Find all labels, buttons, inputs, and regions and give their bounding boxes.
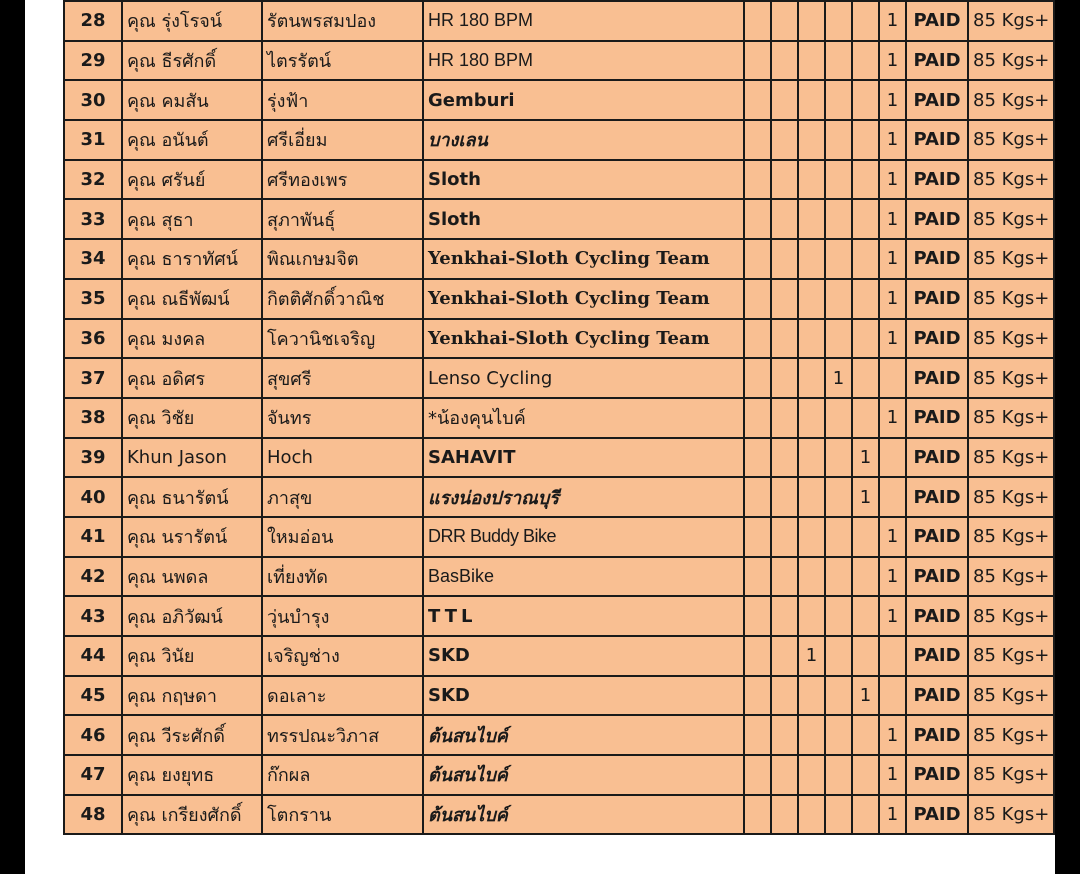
rider-first-name: คุณ นพดล <box>122 557 262 597</box>
rider-first-name: คุณ ธนารัตน์ <box>122 477 262 517</box>
rider-first-name: คุณ อภิวัฒน์ <box>122 596 262 636</box>
category-mark-cell <box>798 755 825 795</box>
category-mark-cell <box>825 41 852 81</box>
table-body <box>64 1 1054 834</box>
category-mark-cell <box>771 80 798 120</box>
category-mark-cell <box>798 358 825 398</box>
category-mark-cell <box>771 557 798 597</box>
table-row <box>64 517 1054 557</box>
weight-class: 85 Kgs+ <box>968 715 1054 755</box>
rider-number: 37 <box>64 358 122 398</box>
category-mark-cell: 1 <box>879 80 906 120</box>
category-mark-cell <box>771 517 798 557</box>
category-mark-cell: 1 <box>879 319 906 359</box>
team-name: Gemburi <box>423 80 744 120</box>
category-mark-cell: 1 <box>879 755 906 795</box>
category-mark-cell <box>771 41 798 81</box>
payment-status: PAID <box>906 596 968 636</box>
rider-last-name: ดอเลาะ <box>262 676 423 716</box>
rider-last-name: พิณเกษมจิต <box>262 239 423 279</box>
table-row <box>64 596 1054 636</box>
rider-first-name: คุณ มงคล <box>122 319 262 359</box>
category-mark-cell <box>825 1 852 41</box>
weight-class: 85 Kgs+ <box>968 358 1054 398</box>
table-row <box>64 120 1054 160</box>
payment-status: PAID <box>906 80 968 120</box>
category-mark-cell <box>744 319 771 359</box>
category-mark-cell <box>852 160 879 200</box>
category-mark-cell <box>852 398 879 438</box>
category-mark-cell <box>852 755 879 795</box>
table-row <box>64 477 1054 517</box>
weight-class: 85 Kgs+ <box>968 517 1054 557</box>
category-mark-cell <box>744 120 771 160</box>
category-mark-cell <box>771 795 798 835</box>
category-mark-cell <box>771 676 798 716</box>
category-mark-cell <box>771 239 798 279</box>
category-mark-cell <box>771 160 798 200</box>
team-name: ต้นสนไบค์ <box>423 715 744 755</box>
payment-status: PAID <box>906 477 968 517</box>
table-row <box>64 41 1054 81</box>
rider-number: 40 <box>64 477 122 517</box>
weight-class: 85 Kgs+ <box>968 636 1054 676</box>
weight-class: 85 Kgs+ <box>968 755 1054 795</box>
rider-number: 28 <box>64 1 122 41</box>
team-name: HR 180 BPM <box>423 1 744 41</box>
category-mark-cell: 1 <box>825 358 852 398</box>
team-name: DRR Buddy Bike <box>423 517 744 557</box>
category-mark-cell <box>771 477 798 517</box>
team-name: *น้องคุนไบค์ <box>423 398 744 438</box>
rider-last-name: ก๊กผล <box>262 755 423 795</box>
category-mark-cell <box>771 279 798 319</box>
category-mark-cell: 1 <box>879 557 906 597</box>
weight-class: 85 Kgs+ <box>968 795 1054 835</box>
team-name: บางเลน <box>423 120 744 160</box>
rider-last-name: ศรีเอี่ยม <box>262 120 423 160</box>
category-mark-cell <box>798 160 825 200</box>
rider-last-name: ไตรรัตน์ <box>262 41 423 81</box>
category-mark-cell <box>771 596 798 636</box>
category-mark-cell <box>771 755 798 795</box>
rider-number: 44 <box>64 636 122 676</box>
payment-status: PAID <box>906 41 968 81</box>
rider-last-name: จันทร <box>262 398 423 438</box>
category-mark-cell: 1 <box>852 477 879 517</box>
category-mark-cell <box>798 1 825 41</box>
category-mark-cell <box>744 358 771 398</box>
category-mark-cell <box>744 636 771 676</box>
table-row <box>64 279 1054 319</box>
document-page <box>25 0 1055 874</box>
category-mark-cell <box>879 477 906 517</box>
category-mark-cell <box>852 715 879 755</box>
rider-first-name: คุณ ณธีพัฒน์ <box>122 279 262 319</box>
category-mark-cell <box>825 279 852 319</box>
rider-number: 34 <box>64 239 122 279</box>
category-mark-cell <box>825 477 852 517</box>
team-name: BasBike <box>423 557 744 597</box>
rider-number: 41 <box>64 517 122 557</box>
rider-number: 46 <box>64 715 122 755</box>
category-mark-cell <box>744 160 771 200</box>
category-mark-cell: 1 <box>879 715 906 755</box>
category-mark-cell <box>852 1 879 41</box>
category-mark-cell: 1 <box>879 239 906 279</box>
category-mark-cell: 1 <box>879 398 906 438</box>
category-mark-cell <box>771 1 798 41</box>
category-mark-cell <box>852 358 879 398</box>
rider-first-name: คุณ กฤษดา <box>122 676 262 716</box>
category-mark-cell <box>798 795 825 835</box>
weight-class: 85 Kgs+ <box>968 160 1054 200</box>
team-name: ต้นสนไบค์ <box>423 755 744 795</box>
rider-last-name: เที่ยงทัด <box>262 557 423 597</box>
weight-class: 85 Kgs+ <box>968 41 1054 81</box>
category-mark-cell <box>744 279 771 319</box>
rider-first-name: คุณ เกรียงศักดิ์ <box>122 795 262 835</box>
category-mark-cell <box>825 557 852 597</box>
rider-first-name: คุณ อดิศร <box>122 358 262 398</box>
rider-number: 30 <box>64 80 122 120</box>
category-mark-cell: 1 <box>879 199 906 239</box>
rider-last-name: รุ่งฟ้า <box>262 80 423 120</box>
rider-number: 35 <box>64 279 122 319</box>
category-mark-cell <box>798 557 825 597</box>
category-mark-cell <box>798 199 825 239</box>
category-mark-cell: 1 <box>879 41 906 81</box>
rider-first-name: Khun Jason <box>122 438 262 478</box>
category-mark-cell <box>771 199 798 239</box>
rider-last-name: วุ่นบำรุง <box>262 596 423 636</box>
category-mark-cell: 1 <box>879 596 906 636</box>
category-mark-cell <box>852 80 879 120</box>
team-name: แรงน่องปราณบุรี <box>423 477 744 517</box>
category-mark-cell <box>825 160 852 200</box>
category-mark-cell <box>879 358 906 398</box>
category-mark-cell <box>798 517 825 557</box>
category-mark-cell <box>825 755 852 795</box>
category-mark-cell <box>852 120 879 160</box>
team-name: Yenkhai-Sloth Cycling Team <box>423 239 744 279</box>
category-mark-cell <box>744 477 771 517</box>
category-mark-cell <box>771 398 798 438</box>
weight-class: 85 Kgs+ <box>968 120 1054 160</box>
rider-last-name: ศรีทองเพร <box>262 160 423 200</box>
rider-first-name: คุณ คมสัน <box>122 80 262 120</box>
category-mark-cell <box>744 795 771 835</box>
table-row <box>64 80 1054 120</box>
category-mark-cell <box>852 636 879 676</box>
table-row <box>64 676 1054 716</box>
category-mark-cell <box>825 517 852 557</box>
rider-last-name: โควานิชเจริญ <box>262 319 423 359</box>
category-mark-cell <box>744 676 771 716</box>
category-mark-cell: 1 <box>879 795 906 835</box>
payment-status: PAID <box>906 319 968 359</box>
category-mark-cell <box>744 596 771 636</box>
rider-number: 29 <box>64 41 122 81</box>
payment-status: PAID <box>906 438 968 478</box>
payment-status: PAID <box>906 199 968 239</box>
category-mark-cell <box>852 199 879 239</box>
category-mark-cell <box>798 80 825 120</box>
category-mark-cell <box>798 715 825 755</box>
rider-last-name: ทรรปณะวิภาส <box>262 715 423 755</box>
category-mark-cell <box>744 199 771 239</box>
category-mark-cell: 1 <box>852 676 879 716</box>
weight-class: 85 Kgs+ <box>968 1 1054 41</box>
category-mark-cell <box>825 676 852 716</box>
category-mark-cell <box>825 715 852 755</box>
rider-last-name: โตกราน <box>262 795 423 835</box>
payment-status: PAID <box>906 676 968 716</box>
team-name: TTL <box>423 596 744 636</box>
rider-first-name: คุณ นรารัตน์ <box>122 517 262 557</box>
payment-status: PAID <box>906 279 968 319</box>
category-mark-cell <box>825 80 852 120</box>
rider-last-name: เจริญช่าง <box>262 636 423 676</box>
rider-number: 42 <box>64 557 122 597</box>
rider-number: 32 <box>64 160 122 200</box>
rider-last-name: ใหมอ่อน <box>262 517 423 557</box>
table-row <box>64 319 1054 359</box>
rider-last-name: Hoch <box>262 438 423 478</box>
category-mark-cell: 1 <box>879 279 906 319</box>
category-mark-cell <box>771 438 798 478</box>
category-mark-cell <box>744 755 771 795</box>
team-name: Yenkhai-Sloth Cycling Team <box>423 319 744 359</box>
category-mark-cell <box>879 676 906 716</box>
rider-first-name: คุณ สุธา <box>122 199 262 239</box>
rider-last-name: กิตติศักดิ์วาณิช <box>262 279 423 319</box>
rider-first-name: คุณ วีระศักดิ์ <box>122 715 262 755</box>
category-mark-cell <box>825 596 852 636</box>
category-mark-cell <box>744 715 771 755</box>
category-mark-cell <box>852 279 879 319</box>
team-name: ต้นสนไบค์ <box>423 795 744 835</box>
category-mark-cell <box>744 239 771 279</box>
weight-class: 85 Kgs+ <box>968 398 1054 438</box>
category-mark-cell <box>744 398 771 438</box>
category-mark-cell <box>825 319 852 359</box>
category-mark-cell <box>798 279 825 319</box>
category-mark-cell <box>852 41 879 81</box>
rider-number: 31 <box>64 120 122 160</box>
team-name: SKD <box>423 676 744 716</box>
category-mark-cell <box>825 199 852 239</box>
table-row <box>64 557 1054 597</box>
table-row <box>64 398 1054 438</box>
rider-last-name: สุขศรี <box>262 358 423 398</box>
category-mark-cell <box>825 239 852 279</box>
category-mark-cell <box>798 676 825 716</box>
table-row <box>64 438 1054 478</box>
team-name: Lenso Cycling <box>423 358 744 398</box>
category-mark-cell <box>771 636 798 676</box>
rider-first-name: คุณ อนันต์ <box>122 120 262 160</box>
table-row <box>64 755 1054 795</box>
category-mark-cell <box>798 41 825 81</box>
rider-first-name: คุณ ธีรศักดิ์ <box>122 41 262 81</box>
category-mark-cell <box>798 438 825 478</box>
category-mark-cell <box>825 438 852 478</box>
weight-class: 85 Kgs+ <box>968 80 1054 120</box>
category-mark-cell <box>852 557 879 597</box>
rider-first-name: คุณ รุ่งโรจน์ <box>122 1 262 41</box>
category-mark-cell <box>744 517 771 557</box>
category-mark-cell <box>825 398 852 438</box>
registration-table <box>63 0 1055 835</box>
payment-status: PAID <box>906 795 968 835</box>
weight-class: 85 Kgs+ <box>968 557 1054 597</box>
category-mark-cell <box>798 319 825 359</box>
rider-number: 43 <box>64 596 122 636</box>
payment-status: PAID <box>906 517 968 557</box>
rider-first-name: คุณ วิชัย <box>122 398 262 438</box>
table-row <box>64 636 1054 676</box>
rider-number: 47 <box>64 755 122 795</box>
rider-number: 38 <box>64 398 122 438</box>
table-row <box>64 160 1054 200</box>
rider-number: 33 <box>64 199 122 239</box>
category-mark-cell: 1 <box>879 517 906 557</box>
category-mark-cell <box>744 41 771 81</box>
payment-status: PAID <box>906 557 968 597</box>
category-mark-cell <box>852 319 879 359</box>
category-mark-cell: 1 <box>879 1 906 41</box>
rider-number: 48 <box>64 795 122 835</box>
category-mark-cell <box>798 239 825 279</box>
rider-first-name: คุณ วินัย <box>122 636 262 676</box>
payment-status: PAID <box>906 358 968 398</box>
table-row <box>64 795 1054 835</box>
weight-class: 85 Kgs+ <box>968 477 1054 517</box>
payment-status: PAID <box>906 398 968 438</box>
rider-number: 39 <box>64 438 122 478</box>
team-name: Yenkhai-Sloth Cycling Team <box>423 279 744 319</box>
weight-class: 85 Kgs+ <box>968 676 1054 716</box>
weight-class: 85 Kgs+ <box>968 319 1054 359</box>
team-name: SKD <box>423 636 744 676</box>
weight-class: 85 Kgs+ <box>968 438 1054 478</box>
category-mark-cell <box>825 795 852 835</box>
rider-first-name: คุณ ศรันย์ <box>122 160 262 200</box>
team-name: Sloth <box>423 160 744 200</box>
table-row <box>64 199 1054 239</box>
rider-last-name: สุภาพันธุ์ <box>262 199 423 239</box>
category-mark-cell <box>825 120 852 160</box>
weight-class: 85 Kgs+ <box>968 279 1054 319</box>
weight-class: 85 Kgs+ <box>968 239 1054 279</box>
payment-status: PAID <box>906 239 968 279</box>
rider-number: 45 <box>64 676 122 716</box>
category-mark-cell <box>852 239 879 279</box>
weight-class: 85 Kgs+ <box>968 596 1054 636</box>
category-mark-cell <box>798 596 825 636</box>
payment-status: PAID <box>906 755 968 795</box>
table-row <box>64 239 1054 279</box>
category-mark-cell <box>852 596 879 636</box>
table-row <box>64 358 1054 398</box>
category-mark-cell <box>771 120 798 160</box>
category-mark-cell <box>744 80 771 120</box>
rider-first-name: คุณ ธาราทัศน์ <box>122 239 262 279</box>
rider-first-name: คุณ ยงยุทธ <box>122 755 262 795</box>
category-mark-cell <box>744 1 771 41</box>
category-mark-cell: 1 <box>879 120 906 160</box>
payment-status: PAID <box>906 715 968 755</box>
category-mark-cell: 1 <box>879 160 906 200</box>
category-mark-cell <box>798 398 825 438</box>
category-mark-cell <box>771 319 798 359</box>
category-mark-cell <box>852 795 879 835</box>
category-mark-cell <box>825 636 852 676</box>
payment-status: PAID <box>906 120 968 160</box>
category-mark-cell <box>771 715 798 755</box>
category-mark-cell: 1 <box>798 636 825 676</box>
team-name: SAHAVIT <box>423 438 744 478</box>
rider-last-name: รัตนพรสมปอง <box>262 1 423 41</box>
category-mark-cell <box>798 120 825 160</box>
category-mark-cell <box>771 358 798 398</box>
category-mark-cell <box>744 438 771 478</box>
category-mark-cell <box>879 636 906 676</box>
rider-last-name: ภาสุข <box>262 477 423 517</box>
payment-status: PAID <box>906 636 968 676</box>
payment-status: PAID <box>906 160 968 200</box>
category-mark-cell: 1 <box>852 438 879 478</box>
payment-status: PAID <box>906 1 968 41</box>
team-name: HR 180 BPM <box>423 41 744 81</box>
team-name: Sloth <box>423 199 744 239</box>
category-mark-cell <box>879 438 906 478</box>
rider-number: 36 <box>64 319 122 359</box>
category-mark-cell <box>852 517 879 557</box>
table-row <box>64 1 1054 41</box>
weight-class: 85 Kgs+ <box>968 199 1054 239</box>
category-mark-cell <box>744 557 771 597</box>
table-row <box>64 715 1054 755</box>
category-mark-cell <box>798 477 825 517</box>
